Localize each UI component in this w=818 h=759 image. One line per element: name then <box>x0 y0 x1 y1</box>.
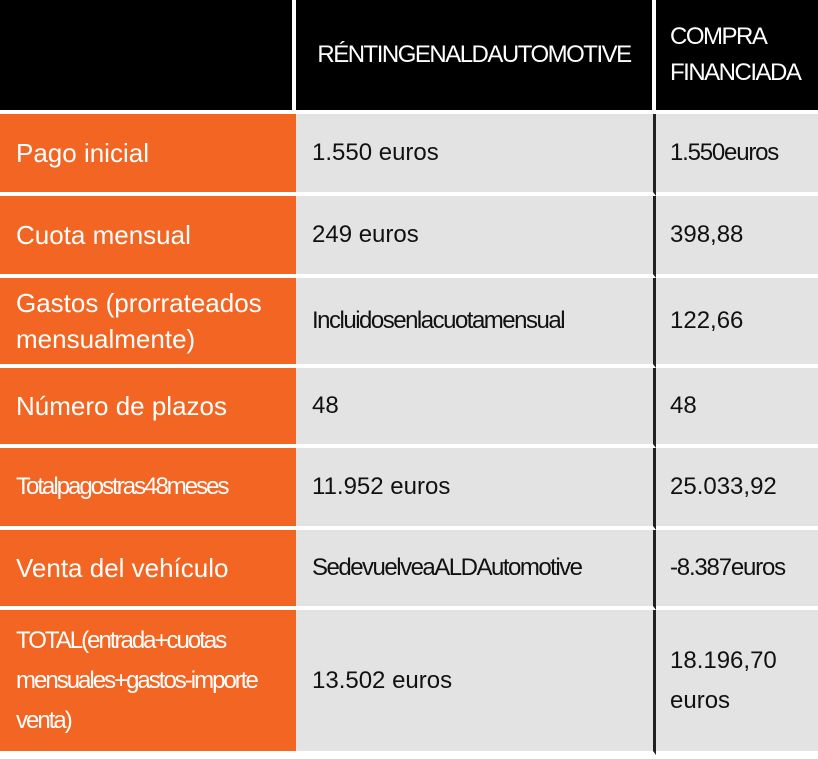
header-corner <box>0 0 296 114</box>
row-renting-gastos: Incluidosenlacuotamensual <box>296 278 656 368</box>
row-compra-cuota-mensual: 398,88 <box>656 196 818 278</box>
row-label-numero-plazos: Número de plazos <box>0 368 296 448</box>
header-renting: RÉNTINGENALDAUTOMOTIVE <box>296 0 656 114</box>
row-renting-pago-inicial: 1.550 euros <box>296 114 656 196</box>
row-renting-total: 13.502 euros <box>296 610 656 755</box>
row-label-cuota-mensual: Cuota mensual <box>0 196 296 278</box>
row-compra-total-pagos: 25.033,92 <box>656 448 818 530</box>
row-compra-gastos: 122,66 <box>656 278 818 368</box>
row-renting-cuota-mensual: 249 euros <box>296 196 656 278</box>
header-compra: COMPRA FINANCIADA <box>656 0 818 114</box>
row-label-total: TOTAL(entrada+cuotas mensuales+gastos-importe venta) <box>0 610 296 755</box>
row-renting-venta-vehiculo: SedevuelveaALDAutomotive <box>296 530 656 610</box>
row-label-gastos: Gastos (prorrateados mensualmente) <box>0 278 296 368</box>
row-compra-total: 18.196,70 euros <box>656 610 818 755</box>
footer-strip <box>0 755 818 759</box>
row-label-total-pagos: Totalpagostras48meses <box>0 448 296 530</box>
row-label-pago-inicial: Pago inicial <box>0 114 296 196</box>
row-compra-venta-vehiculo: -8.387euros <box>656 530 818 610</box>
row-label-venta-vehiculo: Venta del vehículo <box>0 530 296 610</box>
row-renting-total-pagos: 11.952 euros <box>296 448 656 530</box>
row-compra-pago-inicial: 1.550euros <box>656 114 818 196</box>
row-renting-numero-plazos: 48 <box>296 368 656 448</box>
row-compra-numero-plazos: 48 <box>656 368 818 448</box>
